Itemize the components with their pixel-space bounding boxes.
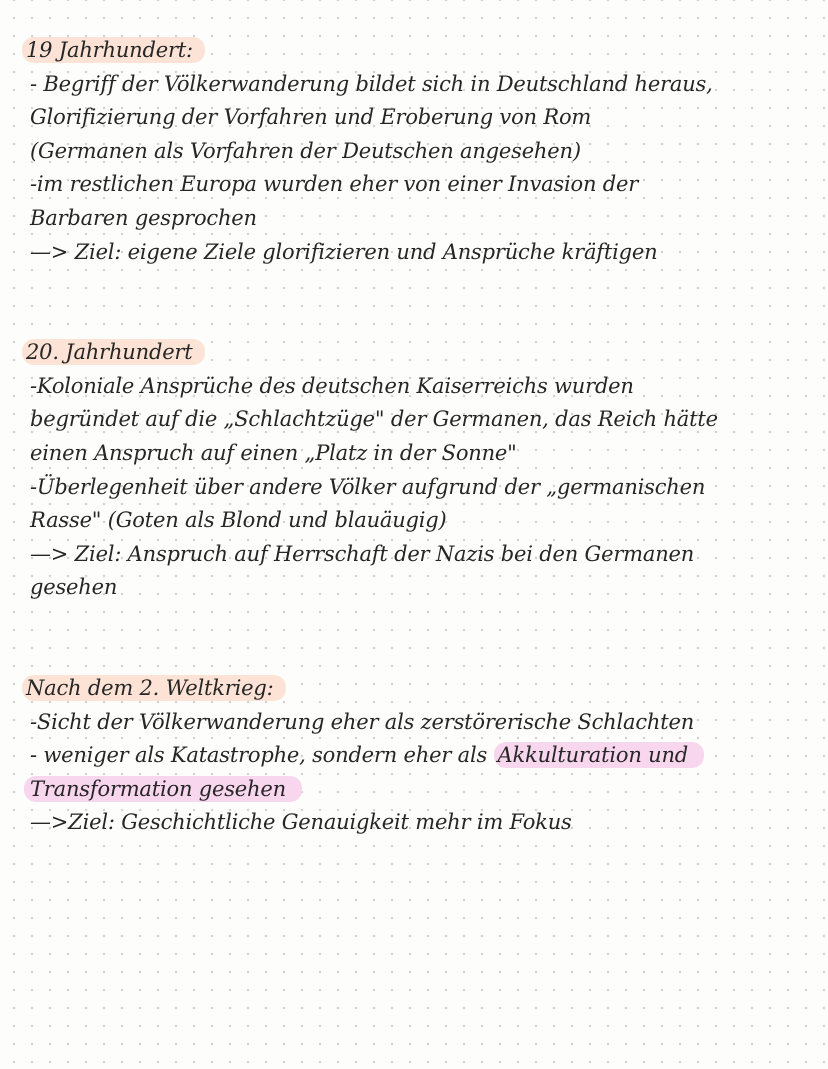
section-2-text-line: einen Anspruch auf einen „Platz in der Sonne" [30,440,517,465]
section-2-heading: 20. Jahrhundert [22,339,205,365]
section-3-text-line: -Sicht der Völkerwanderung eher als zerstörerische Schlachten [30,709,695,734]
section-2-text-line: begründet auf die „Schlachtzüge" der Germanen, das Reich hätte [30,407,718,432]
section-1-text-line: (Germanen als Vorfahren der Deutschen angesehen) [30,138,581,163]
section-1-text-line: -im restlichen Europa wurden eher von einer Invasion der [30,172,639,197]
section-1-heading-line [26,34,810,68]
section-3-conclusion: —>Ziel: Geschichtliche Genauigkeit mehr im Fokus [30,810,572,835]
note-page [26,34,810,840]
section-3-heading: Nach dem 2. Weltkrieg: [22,675,286,701]
section-3-text-line [30,773,810,807]
section-1-text-line: - Begriff der Völkerwanderung bildet sich in Deutschland heraus, [30,71,713,96]
section-2-text-line: -Überlegenheit über andere Völker aufgrund der „germanischen [30,474,706,499]
pink-highlight-text: Transformation gesehen [24,776,302,802]
section-2-text-line: -Koloniale Ansprüche des deutschen Kaiserreichs wurden [30,373,634,398]
section-1-text-line: Glorifizierung der Vorfahren und Eroberung von Rom [30,105,592,130]
section-3-text-line [30,739,810,773]
section-2-text-line: Rasse" (Goten als Blond und blauäugig) [30,508,447,533]
pink-highlight-text: Akkulturation und [494,742,704,768]
section-3-heading-line [26,672,810,706]
section-2-heading-line [26,336,810,370]
section-2-conclusion: —> Ziel: Anspruch auf Herrschaft der Nazis bei den Germanen [30,541,695,566]
section-1-heading: 19 Jahrhundert: [22,37,205,63]
section-spacer [30,269,810,336]
section-spacer [30,605,810,672]
section-1-text-line: Barbaren gesprochen [30,205,257,230]
section-2-conclusion-continued: gesehen [30,575,118,600]
section-1-conclusion: —> Ziel: eigene Ziele glorifizieren und Ansprüche kräftigen [30,239,658,264]
section-3-plain-text: - weniger als Katastrophe, sondern eher als [30,743,494,768]
